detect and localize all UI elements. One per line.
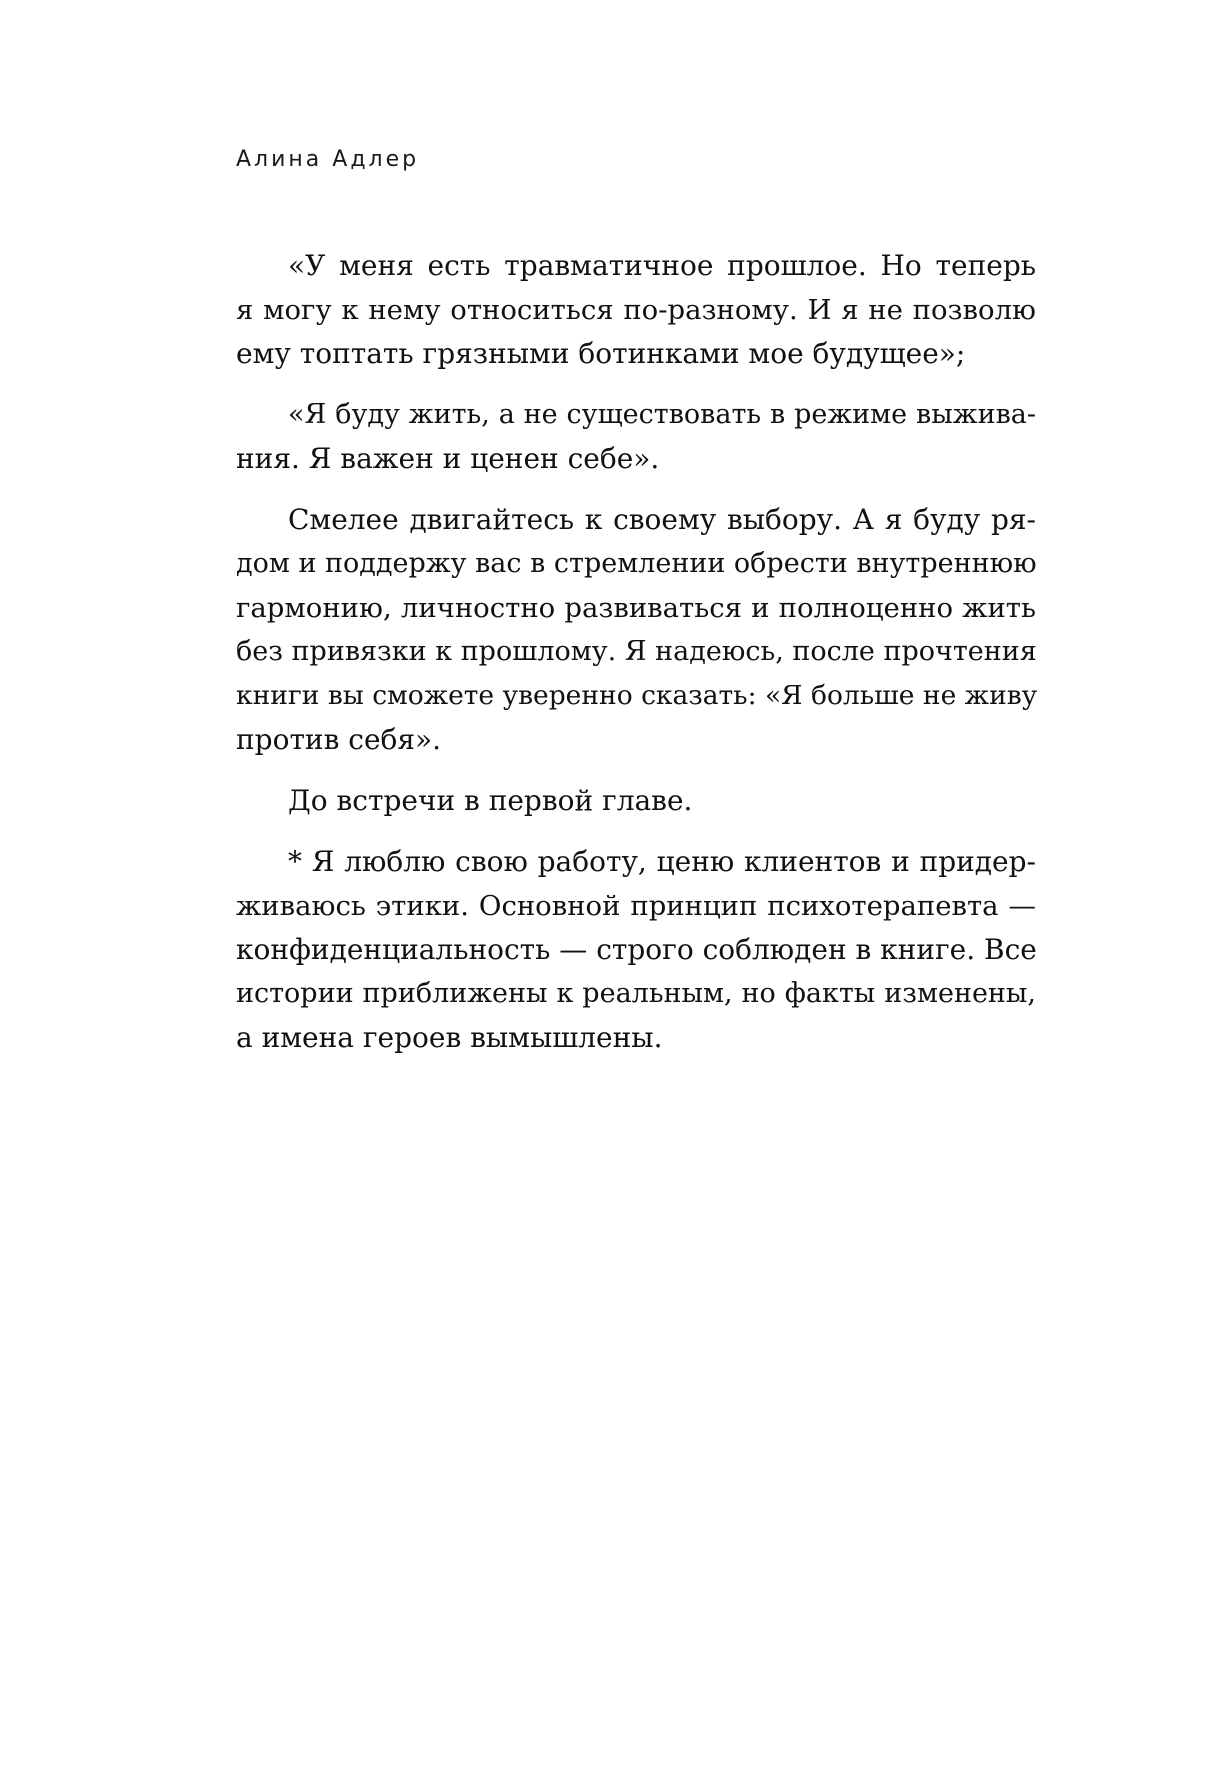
running-head-author: Алина Адлер <box>236 147 420 172</box>
text-line: «У меня есть травматичное прошлое. Но теперь <box>288 249 1036 282</box>
text-line: * Я люблю свою работу, ценю клиентов и придер- <box>288 845 1036 878</box>
text-line: гармонию, личностно развиваться и полноценно жить <box>236 592 1036 624</box>
text-line: ния. Я важен и ценен себе». <box>236 442 660 475</box>
text-line: против себя». <box>236 723 442 756</box>
footnote-paragraph <box>236 840 1036 1060</box>
text-line: живаюсь этики. Основной принцип психотерапевта — <box>236 890 1036 922</box>
text-line: я могу к нему относиться по-разному. И я не позволю <box>236 294 1036 326</box>
text-line: истории приближены к реальным, но факты изменены, <box>236 978 1036 1009</box>
text-line: ему топтать грязными ботинками мое будущее»; <box>236 337 966 370</box>
text-line: «Я буду жить, а не существовать в режиме выжива- <box>288 399 1036 430</box>
text-line: конфиденциальность — строго соблюден в книге. Все <box>236 933 1037 966</box>
text-line: а имена героев вымышлены. <box>236 1021 663 1054</box>
text-line: До встречи в первой главе. <box>288 784 693 817</box>
paragraph-4 <box>236 779 1036 823</box>
text-line: без привязки к прошлому. Я надеюсь, после прочтения <box>236 636 1037 667</box>
paragraph-3 <box>236 498 1036 762</box>
text-line: книги вы сможете уверенно сказать: «Я больше не живу <box>236 680 1038 711</box>
text-line: дом и поддержу вас в стремлении обрести внутреннюю <box>236 548 1037 579</box>
text-line: Смелее двигайтесь к своему выбору. А я буду ря- <box>288 503 1036 536</box>
body-text <box>236 244 1036 1060</box>
paragraph-1 <box>236 244 1036 376</box>
paragraph-2 <box>236 393 1036 481</box>
